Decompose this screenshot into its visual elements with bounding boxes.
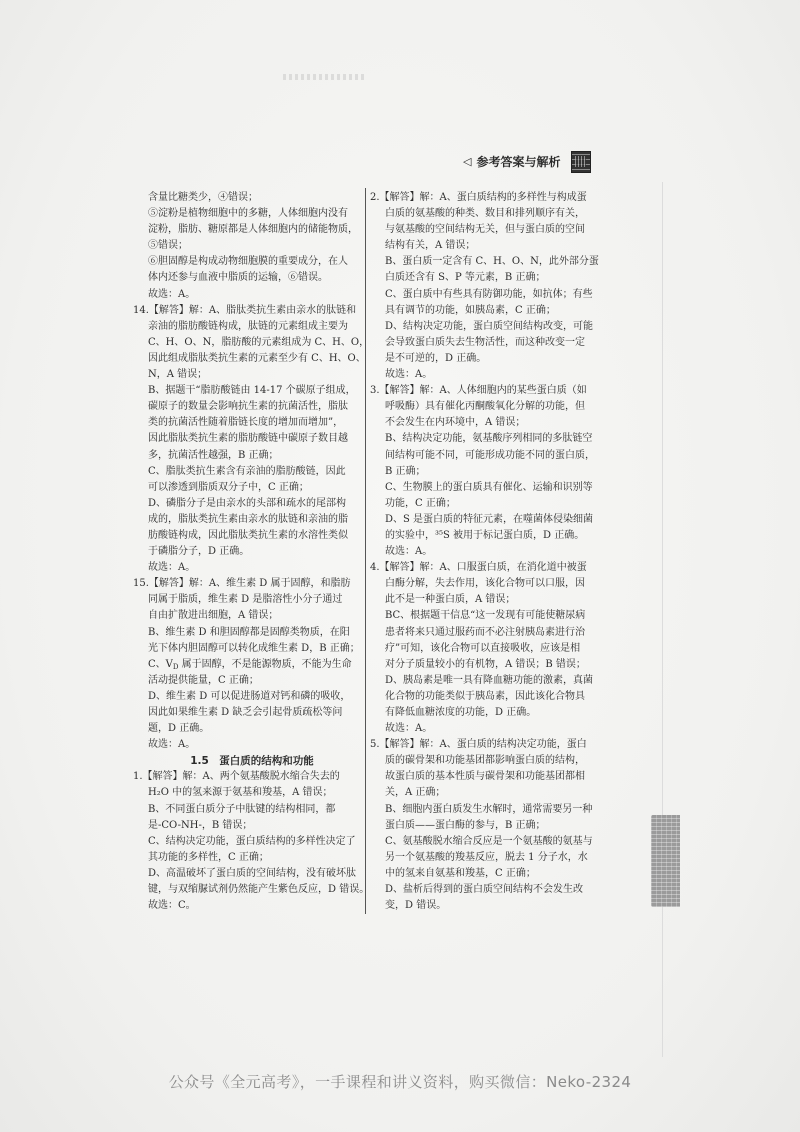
- q14-line: 故选：A。: [148, 562, 196, 574]
- q3-line: 的实验中，³⁵S 被用于标记蛋白质，D 正确。: [385, 529, 585, 541]
- q14-line: 14.【解答】解：A、脂肽类抗生素由亲水的肽链和: [133, 304, 357, 316]
- q3-line: 呼吸酶）具有催化丙酮酸氧化分解的功能，但: [385, 401, 585, 413]
- q14-line: C、H、O、N，脂肪酸的元素组成为 C、H、O，: [148, 336, 370, 348]
- q15-line: B、维生素 D 和胆固醇都是固醇类物质，在阳: [148, 626, 350, 638]
- q5-line: 故蛋白质的基本性质与碳骨架和功能基团都相: [385, 771, 585, 783]
- section-heading: 1.5 蛋白质的结构和功能: [190, 755, 314, 768]
- q2-line: 会导致蛋白质失去生物活性，而这种改变一定: [385, 336, 585, 348]
- q14-line: 因此脂肽类抗生素的脂肪酸链中碳原子数目越: [148, 433, 348, 445]
- q4-line: 患者将来只通过服药而不必注射胰岛素进行治: [385, 626, 585, 638]
- q2-line: D、结构决定功能，蛋白质空间结构改变，可能: [385, 320, 594, 332]
- intro-line: 体内还参与血液中脂质的运输，⑥错误。: [148, 272, 328, 284]
- q15-line: 自由扩散进出细胞，A 错误；: [148, 610, 279, 622]
- q2-line: 具有调节的功能，如胰岛素，C 正确；: [385, 304, 556, 316]
- q3-line: 故选：A。: [385, 546, 433, 558]
- q14-line: 亲油的脂肪酸链构成，肽链的元素组成主要为: [148, 320, 348, 332]
- q14-line: 因此组成脂肽类抗生素的元素至少有 C、H、O、: [148, 352, 366, 364]
- footer-watermark: 公众号《全元高考》，一手课程和讲义资料，购买微信：Neko-2324: [168, 1073, 632, 1091]
- left-column: [133, 190, 370, 914]
- q15-line: 光下体内胆固醇可以转化成维生素 D，B 正确；: [148, 642, 360, 654]
- q1-line: C、结构决定功能，蛋白质结构的多样性决定了: [148, 835, 356, 847]
- q14-line: 肪酸链构成，因此脂肽类抗生素的水溶性类似: [148, 529, 348, 541]
- q14-line: 多，抗菌活性越强，B 正确；: [148, 449, 279, 461]
- q14-line: B、据题干“脂肪酸链由 14-17 个碳原子组成，: [148, 385, 356, 397]
- intro-line: 含量比糖类少，④错误；: [148, 192, 258, 203]
- q1-line: B、不同蛋白质分子中肽键的结构相同，都: [148, 803, 336, 815]
- column-divider: [365, 188, 366, 914]
- q4-line: D、胰岛素是唯一具有降血糖功能的激素，真菌: [385, 674, 594, 686]
- q5-line: 变，D 错误。: [385, 900, 447, 912]
- q3-line: 功能，C 正确；: [385, 497, 456, 509]
- q1-line: 其功能的多样性，C 正确；: [148, 851, 269, 863]
- q5-line: 蛋白质——蛋白酶的参与，B 正确；: [385, 819, 546, 831]
- q3-line: 3.【解答】解：A、人体细胞内的某些蛋白质（如: [370, 385, 587, 397]
- q4-line: 有降低血糖浓度的功能，D 正确。: [385, 707, 537, 718]
- qr-code-icon: [571, 151, 591, 173]
- q14-line: 成的，脂肽类抗生素由亲水的肽链和亲油的脂: [148, 513, 348, 525]
- q14-line: D、磷脂分子是由亲水的头部和疏水的尾部构: [148, 497, 347, 509]
- q1-line: 键，与双缩脲试剂仍然能产生紫色反应，D 错误。: [148, 884, 370, 896]
- intro-line: 故选：A。: [148, 288, 196, 300]
- q5-line: 质的碳骨架和功能基团都影响蛋白质的结构，: [385, 755, 585, 767]
- q4-line: 白酶分解，失去作用，该化合物可以口服，因: [385, 578, 585, 590]
- q15-line: 故选：A。: [148, 739, 196, 751]
- q3-line: C、生物膜上的蛋白质具有催化、运输和识别等: [385, 481, 593, 493]
- q2-line: C、蛋白质中有些具有防御功能，如抗体；有些: [385, 288, 593, 300]
- page-edge-line: [662, 182, 663, 1057]
- q4-line: 故选：A。: [385, 723, 433, 735]
- q1-line: H₂O 中的氢来源于氨基和羧基，A 错误；: [148, 787, 333, 799]
- q15-line-part: 属于固醇，不是能源物质，不能为生命: [178, 658, 352, 670]
- chapter-tab: [651, 815, 680, 907]
- q1-line: 是-CO-NH-，B 错误；: [148, 819, 253, 831]
- q5-line: 另一个氨基酸的羧基反应，脱去 1 分子水，水: [385, 851, 588, 863]
- q15-line: 同属于脂质，维生素 D 是脂溶性小分子通过: [148, 594, 343, 606]
- q3-line: 间结构可能不同，可能形成功能不同的蛋白质，: [385, 449, 595, 461]
- q2-line: 结构有关，A 错误；: [385, 240, 476, 252]
- q3-line: B 正确；: [385, 465, 426, 477]
- q2-line: 白质的氨基酸的种类、数目和排列顺序有关，: [385, 208, 585, 220]
- q3-line: 不会发生在内环境中，A 错误；: [385, 417, 526, 429]
- q2-line: 故选：A。: [385, 369, 433, 381]
- q1-line: 1.【解答】解：A、两个氨基酸脱水缩合失去的: [133, 771, 340, 783]
- scan-smudge: [283, 74, 367, 80]
- q3-line: B、结构决定功能，氨基酸序列相同的多肽链空: [385, 433, 593, 445]
- intro-line: ⑥胆固醇是构成动物细胞膜的重要成分，在人: [148, 256, 348, 268]
- q2-line: 2.【解答】解：A、蛋白质结构的多样性与构成蛋: [370, 192, 587, 203]
- q15-line: D、维生素 D 可以促进肠道对钙和磷的吸收，: [148, 690, 351, 702]
- q4-line: 化合物的功能类似于胰岛素，因此该化合物具: [385, 690, 585, 702]
- q2-line: B、蛋白质一定含有 C、H、O、N，此外部分蛋: [385, 256, 599, 268]
- q14-line: C、脂肽类抗生素含有亲油的脂肪酸链，因此: [148, 465, 346, 477]
- q14-line: N，A 错误；: [148, 369, 208, 381]
- q3-line: D、S 是蛋白质的特征元素，在噬菌体侵染细菌: [385, 513, 594, 525]
- q15-line: 因此如果维生素 D 缺乏会引起骨质疏松等问: [148, 707, 343, 718]
- q15-line: 活动提供能量，C 正确；: [148, 674, 259, 686]
- header-title: 参考答案与解析: [476, 154, 561, 169]
- q2-line: 与氨基酸的空间结构无关，但与蛋白质的空间: [385, 224, 585, 236]
- intro-line: 淀粉，脂肪、糖原都是人体细胞内的储能物质，: [148, 224, 358, 236]
- q5-line: D、盐析后得到的蛋白质空间结构不会发生改: [385, 884, 584, 896]
- q1-line: D、高温破坏了蛋白质的空间结构，没有破坏肽: [148, 867, 357, 879]
- q5-line: 关，A 正确；: [385, 787, 446, 799]
- q14-line: 碳原子的数量会影响抗生素的抗菌活性，脂肽: [148, 401, 348, 413]
- left-triangle-icon: ◁: [463, 154, 472, 168]
- right-column: [370, 190, 602, 914]
- subscript-d: D: [172, 662, 179, 671]
- q2-line: 是不可逆的，D 正确。: [385, 352, 487, 364]
- q5-line: B、细胞内蛋白质发生水解时，通常需要另一种: [385, 803, 593, 815]
- q5-line: C、氨基酸脱水缩合反应是一个氨基酸的氨基与: [385, 835, 593, 847]
- q15-line: 15.【解答】解：A、维生素 D 属于固醇，和脂肪: [133, 578, 351, 590]
- q15-line-part: C、V: [148, 658, 173, 670]
- q4-line: 此不是一种蛋白质，A 错误；: [385, 594, 516, 606]
- q15-line: 题，D 正确。: [148, 723, 210, 735]
- q14-line: 于磷脂分子，D 正确。: [148, 546, 250, 558]
- q15-line: [133, 657, 365, 673]
- q4-line: 对分子质量较小的有机物，A 错误；B 错误；: [385, 658, 586, 670]
- intro-line: ⑤错误；: [148, 240, 188, 252]
- q5-line: 中的氢来自氨基和羧基，C 正确；: [385, 867, 536, 879]
- q14-line: 可以渗透到脂质双分子中，C 正确；: [148, 481, 309, 493]
- intro-line: ⑤淀粉是植物细胞中的多糖，人体细胞内没有: [148, 208, 348, 220]
- q2-line: 白质还含有 S、P 等元素，B 正确；: [385, 272, 546, 284]
- q14-line: 类的抗菌活性随着脂链长度的增加而增加”，: [148, 417, 344, 429]
- q1-line: 故选：C。: [148, 900, 196, 912]
- q4-line: 疗”可知，该化合物可以直接吸收，应该是相: [385, 642, 581, 654]
- q4-line: BC、根据题干信息“这一发现有可能使糖尿病: [385, 610, 586, 622]
- q5-line: 5.【解答】解：A、蛋白质的结构决定功能，蛋白: [370, 739, 587, 751]
- section-header: [463, 151, 560, 171]
- q4-line: 4.【解答】解：A、口服蛋白质，在消化道中被蛋: [370, 562, 587, 574]
